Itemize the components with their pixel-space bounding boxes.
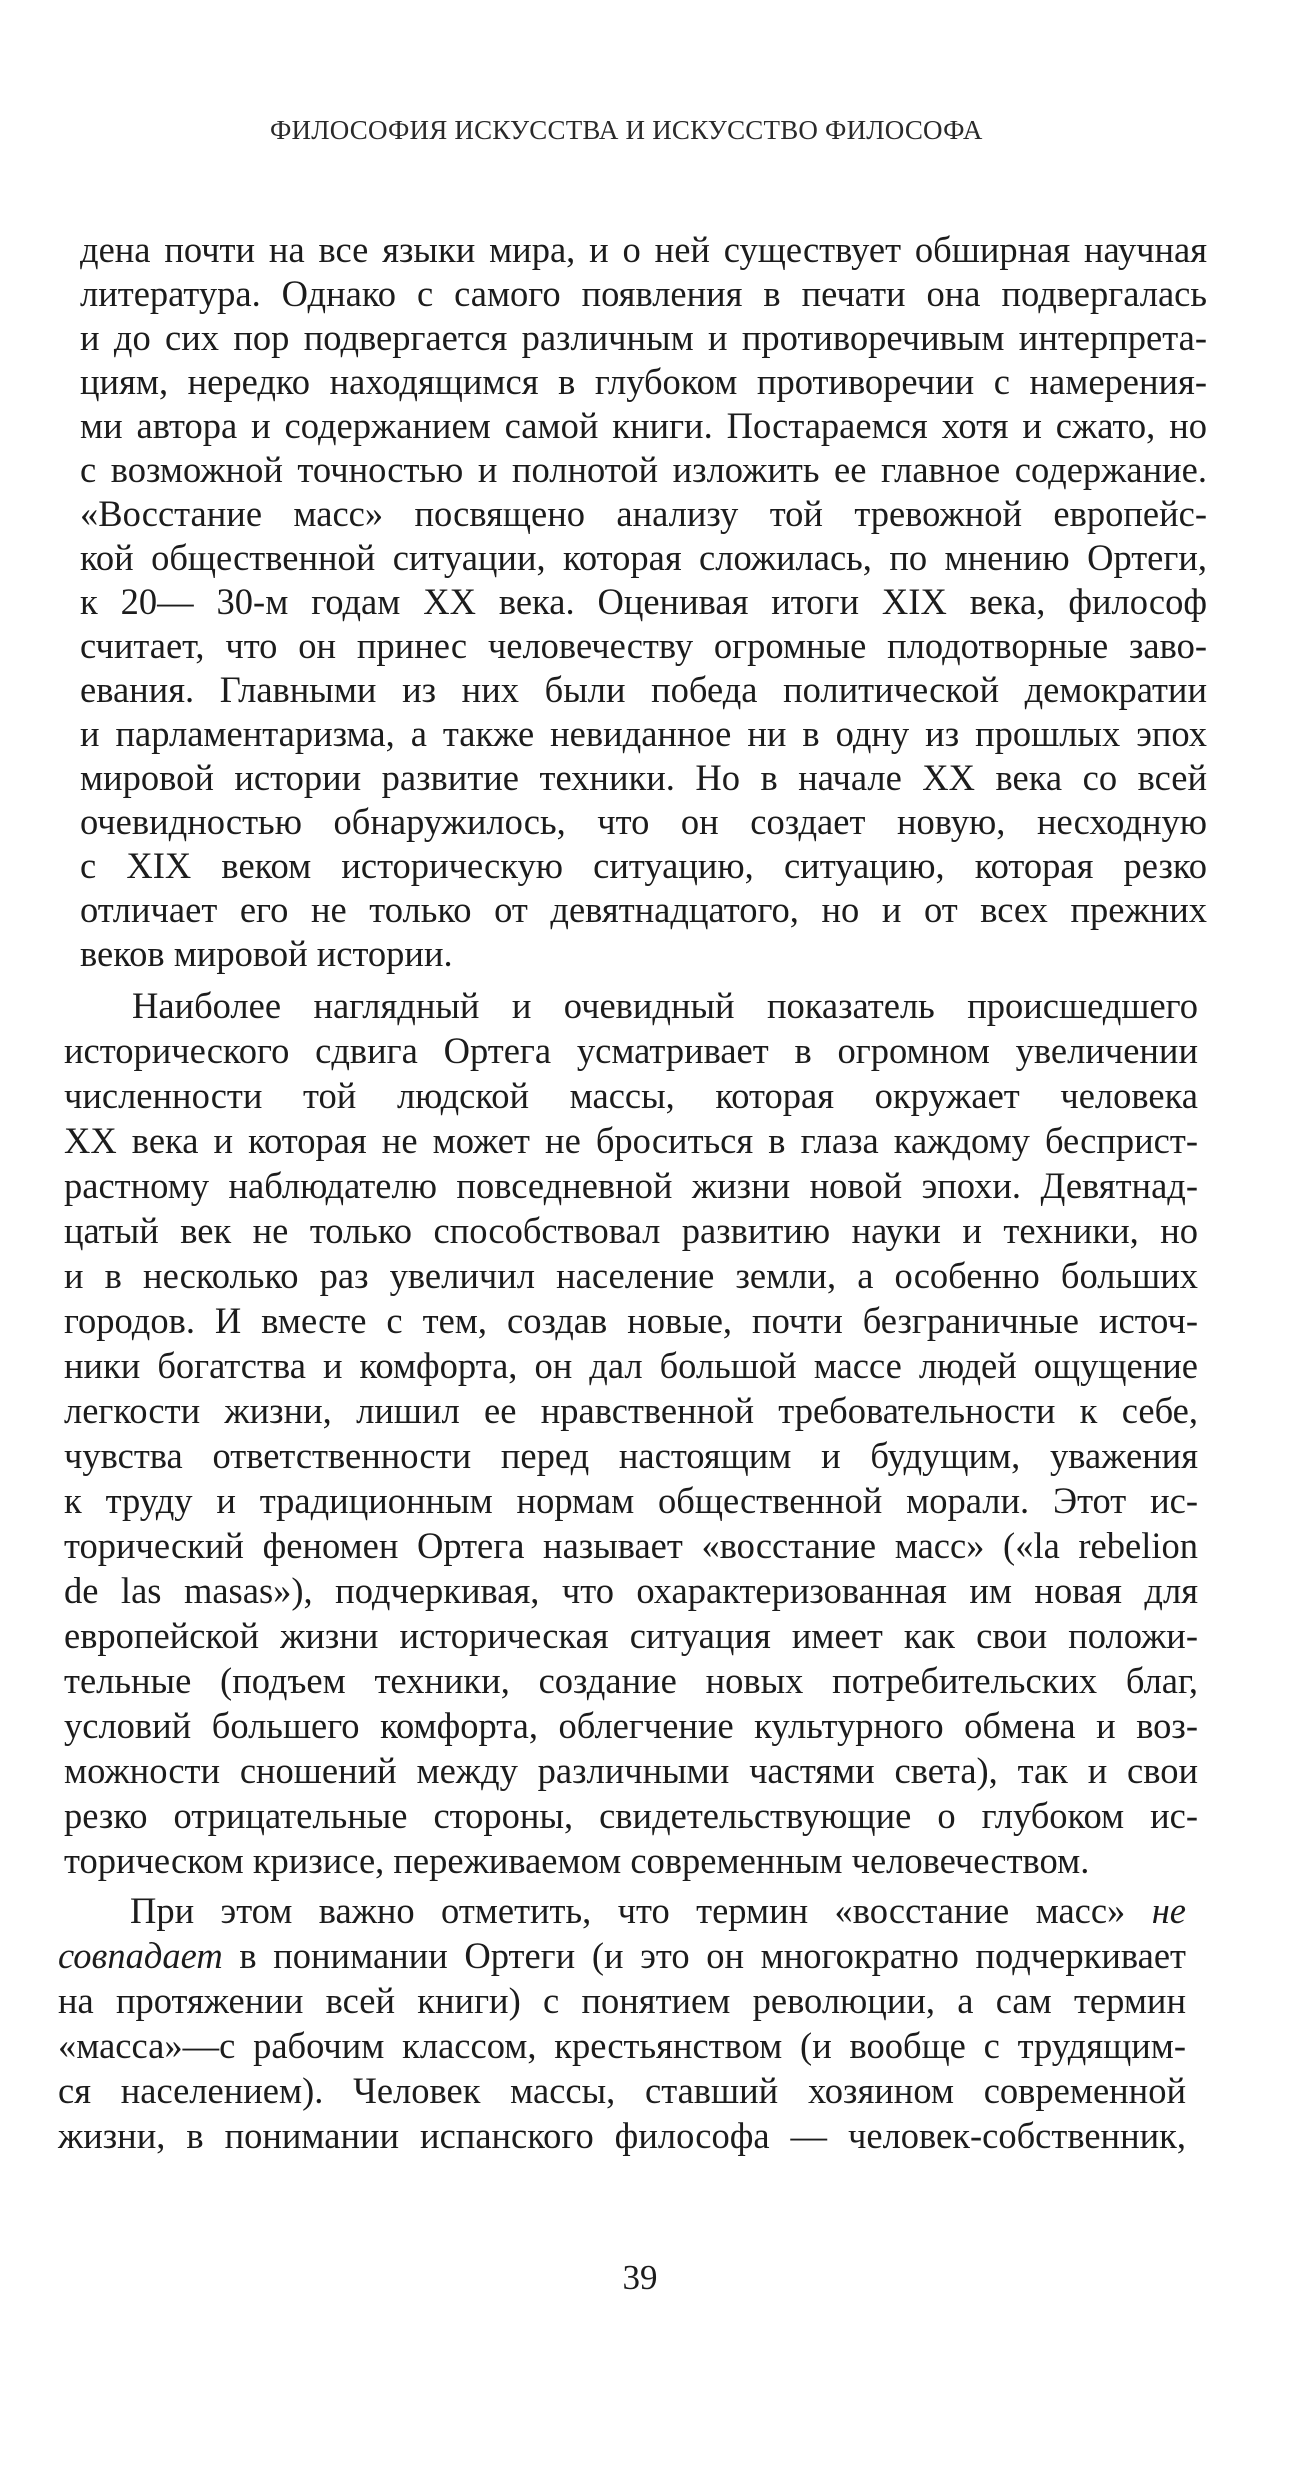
- text-line: ми автора и содержанием самой книги. Постараемся хотя и сжато, но: [80, 405, 1207, 446]
- text-line: литература. Однако с самого появления в печати она подвергалась: [80, 273, 1207, 314]
- text-line: [130, 1888, 1186, 1934]
- text-line: тельные (подъем техники, создание новых потребительских благ,: [64, 1660, 1198, 1701]
- text-line: de las masas»), подчеркивая, что охарактеризованная им новая для: [64, 1570, 1198, 1611]
- text-line: и до сих пор подвергается различным и противоречивым интерпрета-: [80, 317, 1207, 358]
- italic-emphasis: совпадает: [58, 1935, 223, 1976]
- italic-emphasis: не: [1151, 1890, 1186, 1931]
- text-line: кой общественной ситуации, которая сложилась, по мнению Ортеги,: [80, 537, 1207, 578]
- text-line: торический феномен Ортега называет «восстание масс» («la rebelion: [64, 1525, 1198, 1566]
- text-line: резко отрицательные стороны, свидетельствующие о глубоком ис-: [64, 1795, 1198, 1836]
- text-line: [58, 1933, 1186, 1979]
- text-line: чувства ответственности перед настоящим и будущим, уважения: [64, 1435, 1198, 1476]
- text-line: и парламентаризма, а также невиданное ни в одну из прошлых эпох: [80, 713, 1207, 754]
- text-line: исторического сдвига Ортега усматривает в огромном увеличении: [64, 1030, 1198, 1071]
- text-line: цатый век не только способствовал развитию науки и техники, но: [64, 1210, 1198, 1251]
- text-line: веков мировой истории.: [80, 933, 453, 974]
- text-run: в понимании Ортеги (и это он многократно подчеркивает: [222, 1935, 1186, 1976]
- running-head: ФИЛОСОФИЯ ИСКУССТВА И ИСКУССТВО ФИЛОСОФА: [270, 115, 983, 145]
- text-line: и в несколько раз увеличил население земли, а особенно больших: [64, 1255, 1198, 1296]
- text-line: можности сношений между различными частями света), так и свои: [64, 1750, 1198, 1791]
- text-line: очевидностью обнаружилось, что он создает новую, несходную: [80, 801, 1207, 842]
- text-line: Наиболее наглядный и очевидный показатель происшедшего: [132, 985, 1198, 1026]
- text-line: торическом кризисе, переживаемом современным человечеством.: [64, 1840, 1090, 1881]
- text-line: ся населением). Человек массы, ставший хозяином современной: [58, 2070, 1186, 2111]
- text-line: на протяжении всей книги) с понятием революции, а сам термин: [58, 1980, 1186, 2021]
- text-line: «масса»—с рабочим классом, крестьянством (и вообще с трудящим-: [58, 2025, 1186, 2066]
- text-run: При этом важно отметить, что термин «восстание масс»: [130, 1890, 1152, 1931]
- text-line: условий большего комфорта, облегчение культурного обмена и воз-: [64, 1705, 1198, 1746]
- text-line: ники богатства и комфорта, он дал большой массе людей ощущение: [64, 1345, 1198, 1386]
- text-line: дена почти на все языки мира, и о ней существует обширная научная: [80, 229, 1207, 270]
- text-line: к 20— 30-м годам XX века. Оценивая итоги XIX века, философ: [80, 581, 1207, 622]
- text-line: жизни, в понимании испанского философа — человек-собственник,: [58, 2115, 1186, 2156]
- text-line: европейской жизни историческая ситуация имеет как свои положи-: [64, 1615, 1198, 1656]
- text-line: к труду и традиционным нормам общественной морали. Этот ис-: [64, 1480, 1198, 1521]
- text-line: с XIX веком историческую ситуацию, ситуацию, которая резко: [80, 845, 1207, 886]
- text-line: циям, нередко находящимся в глубоком противоречии с намерения-: [80, 361, 1207, 402]
- page-number: 39: [622, 2258, 658, 2297]
- text-line: XX века и которая не может не броситься в глаза каждому бесприст-: [64, 1120, 1198, 1161]
- text-line: растному наблюдателю повседневной жизни новой эпохи. Девятнад-: [64, 1165, 1198, 1206]
- text-line: легкости жизни, лишил ее нравственной требовательности к себе,: [64, 1390, 1198, 1431]
- text-line: евания. Главными из них были победа политической демократии: [80, 669, 1207, 710]
- text-line: считает, что он принес человечеству огромные плодотворные заво-: [80, 625, 1207, 666]
- text-line: отличает его не только от девятнадцатого, но и от всех прежних: [80, 889, 1207, 930]
- text-line: городов. И вместе с тем, создав новые, почти безграничные источ-: [64, 1300, 1198, 1341]
- text-line: численности той людской массы, которая окружает человека: [64, 1075, 1198, 1116]
- text-line: мировой истории развитие техники. Но в начале XX века со всей: [80, 757, 1207, 798]
- text-line: «Восстание масс» посвящено анализу той тревожной европейс-: [80, 493, 1207, 534]
- text-line: с возможной точностью и полнотой изложить ее главное содержание.: [80, 449, 1207, 490]
